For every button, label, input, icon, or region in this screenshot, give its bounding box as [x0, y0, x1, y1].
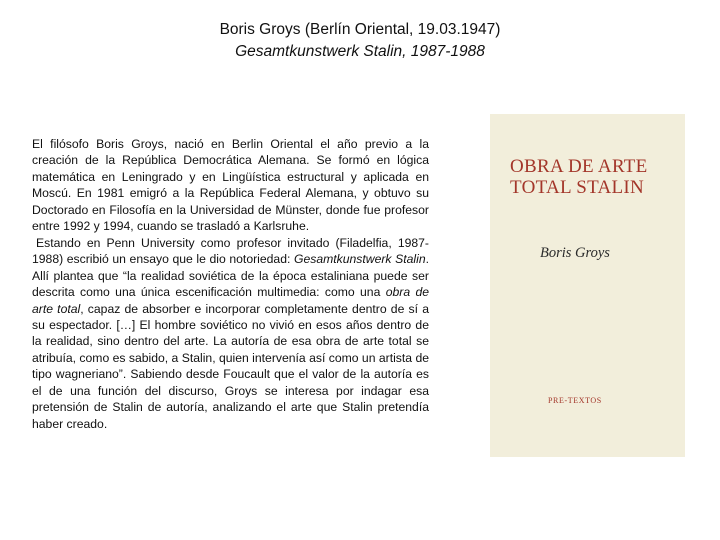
book-cover-publisher: PRE-TEXTOS: [548, 396, 602, 405]
page-heading: [0, 19, 720, 63]
body-text: [32, 136, 429, 432]
book-cover-author: Boris Groys: [540, 245, 610, 261]
book-cover-title: [510, 156, 670, 198]
total-artwork-italic: obra de arte total: [32, 285, 429, 316]
book-cover-title-line1: OBRA DE ARTE: [510, 156, 648, 177]
paragraph-essay-part-b: . Allí plantea que “la realidad soviética de la época estaliniana puede ser descrita como una única escenificación multimedia: como una: [32, 252, 430, 300]
paragraph-essay-part-c: , capaz de absorber e incorporar completamente dentro de sí a su espectador. […] El hombre soviético no vivió en esos años dentro de la realidad, sino dentro del arte. La autoría de esa obra de arte total se atribuía, como es sabido, a Stalin, quien intervenía así como un artista de tipo wagneriano”. Sabiendo desde Foucault que el valor de la autoría es el de una función del discurso, Groys se interesa por indagar esa pretensión de Stalin de autoría, analizando el arte que Stalin pretendía haber creado.: [32, 301, 429, 431]
book-cover-title-line2: TOTAL STALIN: [510, 177, 645, 198]
essay-title-italic: Gesamtkunstwerk Stalin: [293, 252, 426, 267]
paragraph-essay: [32, 235, 429, 432]
heading-author-line: Boris Groys (Berlín Oriental, 19.03.1947): [219, 21, 501, 38]
paragraph-essay-part-a: Estando en Penn University como profesor invitado (Filadelfia, 1987-1988) escribió un ensayo que le dio notoriedad:: [32, 235, 429, 267]
book-cover-image: [490, 114, 685, 457]
paragraph-biography: El filósofo Boris Groys, nació en Berlin Oriental el año previo a la creación de la República Democrática Alemana. Se formó en lógica matemática en Leningrado y en Lingüística estructural y aplicada en Moscú. En 1981 emigró a la República Federal Alemana, y obtuvo su Doctorado en Filosofía en la Universidad de Münster, donde fue profesor entre 1992 y 1994, cuando se trasladó a Karlsruhe.: [32, 137, 429, 234]
heading-work-line: Gesamtkunstwerk Stalin, 1987-1988: [235, 43, 485, 60]
